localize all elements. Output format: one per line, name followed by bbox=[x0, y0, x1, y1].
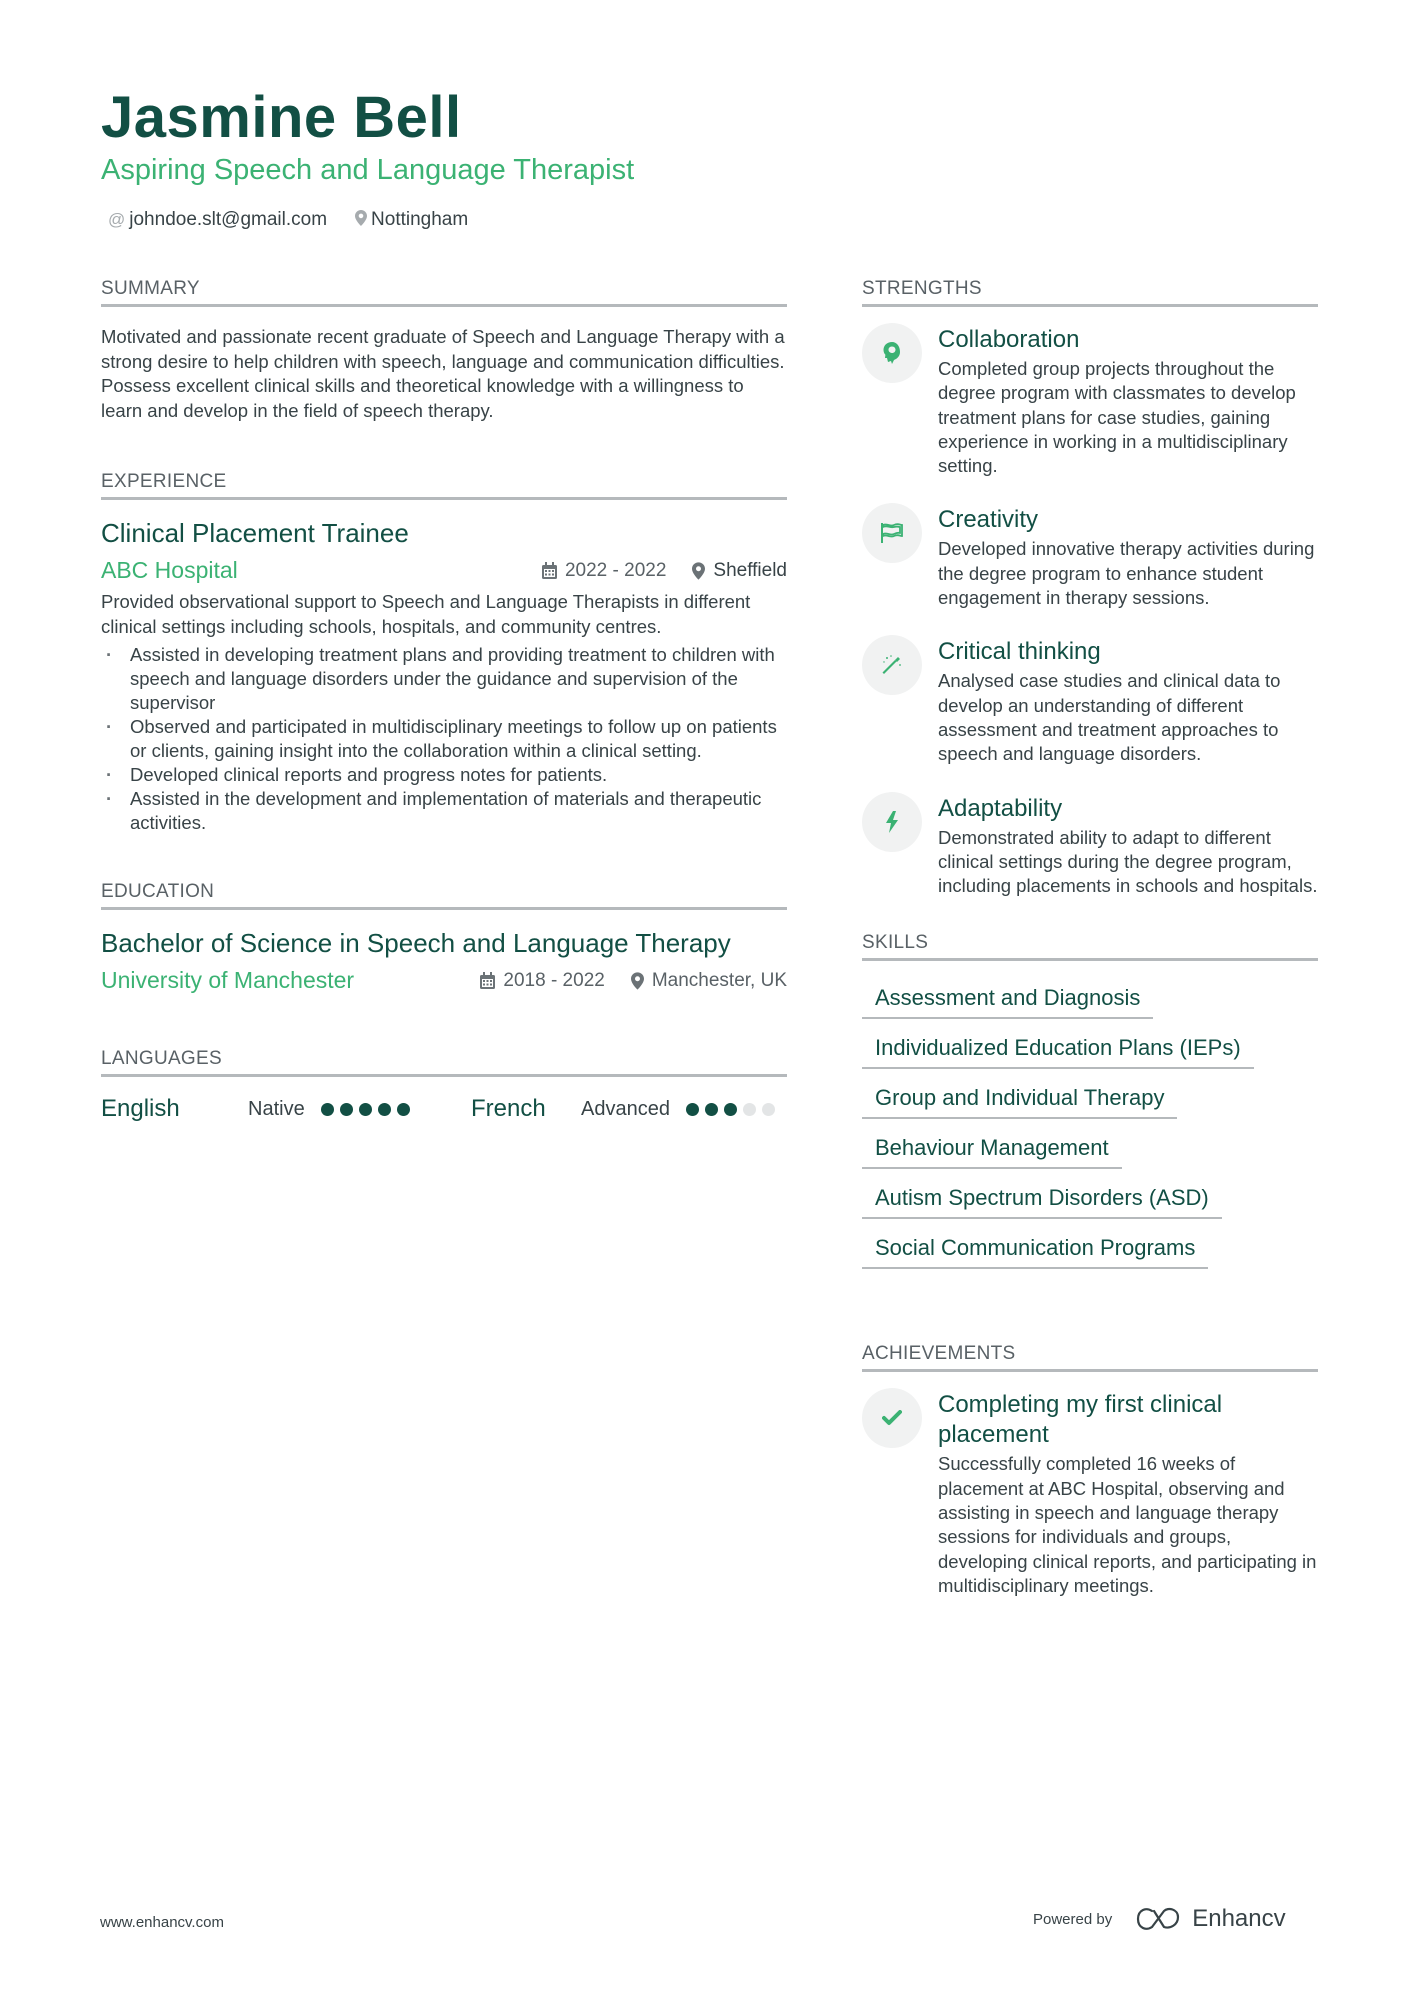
strength-title: Collaboration bbox=[938, 326, 1080, 353]
skills-section bbox=[862, 932, 1318, 1285]
achievement-description: Successfully completed 16 weeks of placement at ABC Hospital, observing and assisting in speech and language therapy sessions for individuals and groups, developing clinical reports, and participating in multidisciplinary meetings. bbox=[938, 1453, 1317, 1596]
enhancv-logo-icon bbox=[1136, 1907, 1182, 1931]
section-heading: SKILLS bbox=[862, 932, 1318, 961]
education-section bbox=[101, 881, 787, 994]
map-pin-icon bbox=[692, 562, 705, 580]
strengths-section bbox=[862, 278, 1318, 898]
skill-tag: Individualized Education Plans (IEPs) bbox=[862, 1035, 1254, 1069]
candidate-name: Jasmine Bell bbox=[101, 85, 462, 150]
strength-item bbox=[862, 794, 1318, 899]
achievements-section bbox=[862, 1343, 1318, 1598]
calendar-icon bbox=[542, 562, 557, 579]
location-text: Sheffield bbox=[713, 559, 787, 581]
section-heading: EXPERIENCE bbox=[101, 471, 787, 500]
checkmark-icon bbox=[862, 1388, 922, 1448]
achievement-text bbox=[938, 1390, 1318, 1598]
dot-empty bbox=[762, 1103, 775, 1116]
dot-filled bbox=[378, 1103, 391, 1116]
skill-tag: Group and Individual Therapy bbox=[862, 1085, 1177, 1119]
degree-title: Bachelor of Science in Speech and Language Therapy bbox=[101, 928, 731, 958]
location-text: Nottingham bbox=[371, 209, 469, 230]
bullet-item: · Assisted in the development and implementation of materials and therapeutic activities. bbox=[101, 787, 787, 835]
language-name: French bbox=[471, 1095, 546, 1122]
dot-empty bbox=[743, 1103, 756, 1116]
language-name: English bbox=[101, 1095, 180, 1122]
dot-filled bbox=[686, 1103, 699, 1116]
language-level: Native bbox=[248, 1097, 305, 1120]
section-heading: LANGUAGES bbox=[101, 1048, 787, 1077]
strength-title: Critical thinking bbox=[938, 638, 1101, 666]
languages-list bbox=[101, 1095, 787, 1123]
job-location bbox=[692, 560, 787, 582]
date-range bbox=[542, 560, 666, 582]
experience-section bbox=[101, 471, 787, 835]
proficiency-dots bbox=[321, 1103, 410, 1116]
contact-info bbox=[108, 209, 468, 231]
school-location bbox=[631, 970, 787, 992]
skill-tag: Social Communication Programs bbox=[862, 1235, 1208, 1269]
job-description: Provided observational support to Speech and Language Therapists in different clinical settings including schools, hospitals, and community centres. bbox=[101, 591, 751, 637]
footer-branding bbox=[1033, 1905, 1286, 1933]
strength-description: Demonstrated ability to adapt to different clinical settings during the degree program, including placements in schools and hospitals. bbox=[938, 826, 1318, 897]
dates-text: 2018 - 2022 bbox=[503, 969, 605, 991]
right-column bbox=[862, 278, 1318, 1625]
dot-filled bbox=[724, 1103, 737, 1116]
strength-description: Completed group projects throughout the degree program with classmates to develop treatment plans for case studies, gaining experience in working in a multidisciplinary setting. bbox=[938, 358, 1296, 477]
language-item bbox=[101, 1095, 471, 1123]
section-heading: ACHIEVEMENTS bbox=[862, 1343, 1318, 1372]
experience-item bbox=[101, 518, 787, 835]
contact-email[interactable] bbox=[108, 209, 327, 231]
flag-icon bbox=[862, 503, 922, 563]
job-bullets bbox=[101, 643, 787, 835]
dot-filled bbox=[397, 1103, 410, 1116]
achievement-title: Completing my first clinical placement bbox=[938, 1391, 1223, 1449]
magic-wand-icon bbox=[862, 635, 922, 695]
brand-name: Enhancv bbox=[1192, 1905, 1286, 1932]
strength-description: Developed innovative therapy activities during the degree program to enhance student engagement in therapy sessions. bbox=[938, 538, 1315, 609]
achievement-item bbox=[862, 1390, 1318, 1598]
summary-text: Motivated and passionate recent graduate of Speech and Language Therapy with a strong desire to help children with speech, language and communication difficulties. Possess excellent clinical skills and theoretical knowledge with a willingness to learn and develop in the field of speech therapy. bbox=[101, 326, 785, 421]
education-meta bbox=[480, 970, 787, 992]
job-title: Clinical Placement Trainee bbox=[101, 518, 409, 548]
strength-text bbox=[938, 637, 1318, 766]
strength-text bbox=[938, 794, 1318, 899]
section-heading: EDUCATION bbox=[101, 881, 787, 910]
strength-text bbox=[938, 325, 1318, 478]
languages-section bbox=[101, 1048, 787, 1123]
strength-text bbox=[938, 505, 1318, 610]
candidate-title: Aspiring Speech and Language Therapist bbox=[101, 154, 635, 186]
bullet-item: · Developed clinical reports and progress notes for patients. bbox=[101, 763, 787, 787]
strength-description: Analysed case studies and clinical data to develop an understanding of different assessment and treatment approaches to speech and language disorders. bbox=[938, 670, 1281, 765]
dot-filled bbox=[340, 1103, 353, 1116]
date-range bbox=[480, 970, 604, 992]
dot-filled bbox=[705, 1103, 718, 1116]
map-pin-icon bbox=[355, 210, 367, 231]
calendar-icon bbox=[480, 972, 495, 989]
at-icon: @ bbox=[108, 210, 126, 229]
language-item bbox=[471, 1095, 775, 1123]
email-text: johndoe.slt@gmail.com bbox=[129, 209, 328, 230]
experience-meta bbox=[542, 560, 787, 582]
strength-item bbox=[862, 325, 1318, 478]
dates-text: 2022 - 2022 bbox=[564, 559, 667, 581]
skill-tag: Behaviour Management bbox=[862, 1135, 1122, 1169]
bullet-item: · Assisted in developing treatment plans and providing treatment to children with speech and language disorders under the guidance and supervision of the supervisor bbox=[101, 643, 787, 715]
lightning-bolt-icon bbox=[862, 792, 922, 852]
experience-meta-row bbox=[101, 557, 787, 584]
skill-tag: Autism Spectrum Disorders (ASD) bbox=[862, 1185, 1222, 1219]
location-text: Manchester, UK bbox=[651, 969, 787, 991]
enhancv-logo[interactable] bbox=[1136, 1905, 1285, 1933]
strength-title: Creativity bbox=[938, 506, 1039, 534]
dot-filled bbox=[321, 1103, 334, 1116]
dot-filled bbox=[359, 1103, 372, 1116]
section-heading: STRENGTHS bbox=[862, 278, 1318, 307]
bullet-item: · Observed and participated in multidisciplinary meetings to follow up on patients or clients, gaining insight into the collaboration within a clinical setting. bbox=[101, 715, 787, 763]
footer-website-link[interactable]: www.enhancv.com bbox=[100, 1914, 224, 1931]
summary-section bbox=[101, 278, 787, 423]
map-pin-icon bbox=[631, 972, 644, 990]
strength-item bbox=[862, 637, 1318, 766]
strength-title: Adaptability bbox=[938, 794, 1063, 822]
education-item bbox=[101, 928, 787, 994]
skill-tag: Assessment and Diagnosis bbox=[862, 985, 1153, 1019]
proficiency-dots bbox=[686, 1103, 775, 1116]
head-brain-icon bbox=[862, 323, 922, 383]
company-name: ABC Hospital bbox=[101, 557, 238, 583]
education-meta-row bbox=[101, 967, 787, 994]
strength-item bbox=[862, 505, 1318, 610]
contact-location bbox=[355, 209, 468, 231]
left-column bbox=[101, 278, 787, 1123]
skills-list bbox=[862, 985, 1318, 1285]
language-level: Advanced bbox=[581, 1097, 670, 1120]
section-heading: SUMMARY bbox=[101, 278, 787, 307]
school-name: University of Manchester bbox=[101, 967, 355, 993]
powered-by-label: Powered by bbox=[1033, 1910, 1113, 1928]
